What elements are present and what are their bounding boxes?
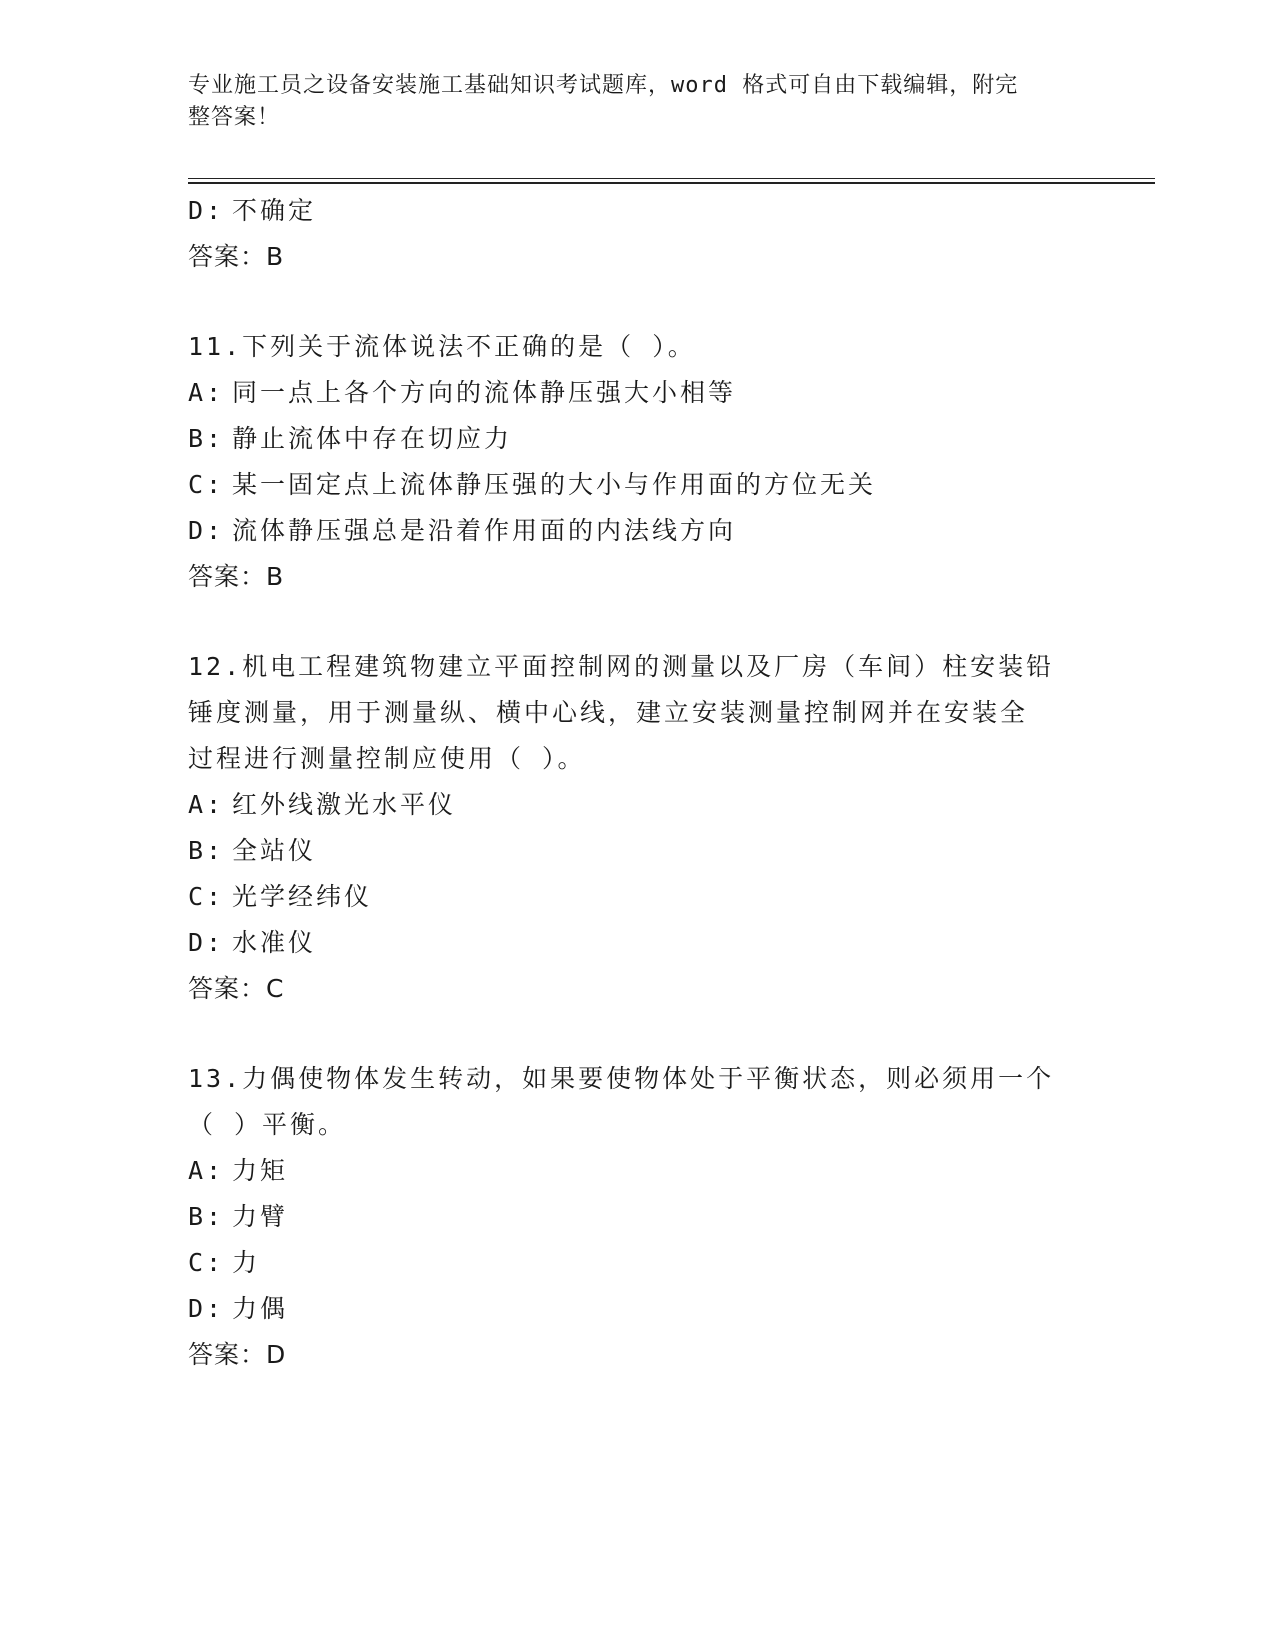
question-list [188,188,1108,1378]
option-b [188,1194,1108,1240]
option-key: A: [188,1156,225,1185]
option-key: D: [188,516,225,545]
option-key: B: [188,424,225,453]
answer-line: 答案：B [188,242,285,271]
option-text: 某一固定点上流体静压强的大小与作用面的方位无关 [232,470,877,499]
option-text: 全站仪 [232,836,317,865]
option-text: 力偶 [232,1294,289,1323]
option-d [188,1286,1108,1332]
option-a [188,370,1108,416]
option-key: A: [188,378,225,407]
option-key: D: [188,1294,225,1323]
option-c [188,462,1108,508]
question-text-line-3: 过程进行测量控制应使用（ ）。 [188,744,586,773]
header-divider-thick [188,182,1155,184]
option-key: B: [188,836,225,865]
question-text: 11.下列关于流体说法不正确的是（ ）。 [188,332,696,361]
option-a [188,1148,1108,1194]
previous-question-tail [188,188,1108,280]
option-d [188,920,1108,966]
header-line-2: 整答案！ [188,105,281,130]
option-key: C: [188,1248,225,1277]
option-key: C: [188,470,225,499]
question-11 [188,324,1108,600]
answer-line: 答案：B [188,562,285,591]
option-key: C: [188,882,225,911]
option-b [188,828,1108,874]
question-text-line-2: （ ）平衡。 [188,1110,347,1139]
option-text: 流体静压强总是沿着作用面的内法线方向 [232,516,737,545]
option-text: 静止流体中存在切应力 [232,424,513,453]
question-text-line-2: 锤度测量，用于测量纵、横中心线，建立安装测量控制网并在安装全 [188,698,1029,727]
option-text: 力 [232,1248,261,1277]
option-d [188,188,1108,234]
option-text: 光学经纬仪 [232,882,373,911]
option-key: D: [188,196,225,225]
option-text: 不确定 [232,196,317,225]
question-13 [188,1056,1108,1378]
option-key: A: [188,790,225,819]
document-header [188,70,1068,134]
option-d [188,508,1108,554]
option-text: 力矩 [232,1156,289,1185]
answer-line: 答案：D [188,1340,287,1369]
header-divider-thin [188,178,1155,179]
option-key: D: [188,928,225,957]
header-line-1: 专业施工员之设备安装施工基础知识考试题库，word 格式可自由下载编辑，附完 [188,73,1019,98]
question-12 [188,644,1108,1012]
option-text: 同一点上各个方向的流体静压强大小相等 [232,378,737,407]
option-text: 水准仪 [232,928,317,957]
option-a [188,782,1108,828]
option-b [188,416,1108,462]
answer-line: 答案：C [188,974,285,1003]
option-key: B: [188,1202,225,1231]
option-c [188,874,1108,920]
option-text: 红外线激光水平仪 [232,790,457,819]
question-text-line-1: 13.力偶使物体发生转动，如果要使物体处于平衡状态，则必须用一个 [188,1064,1055,1093]
option-text: 力臂 [232,1202,289,1231]
option-c [188,1240,1108,1286]
question-text-line-1: 12.机电工程建筑物建立平面控制网的测量以及厂房（车间）柱安装铅 [188,652,1055,681]
